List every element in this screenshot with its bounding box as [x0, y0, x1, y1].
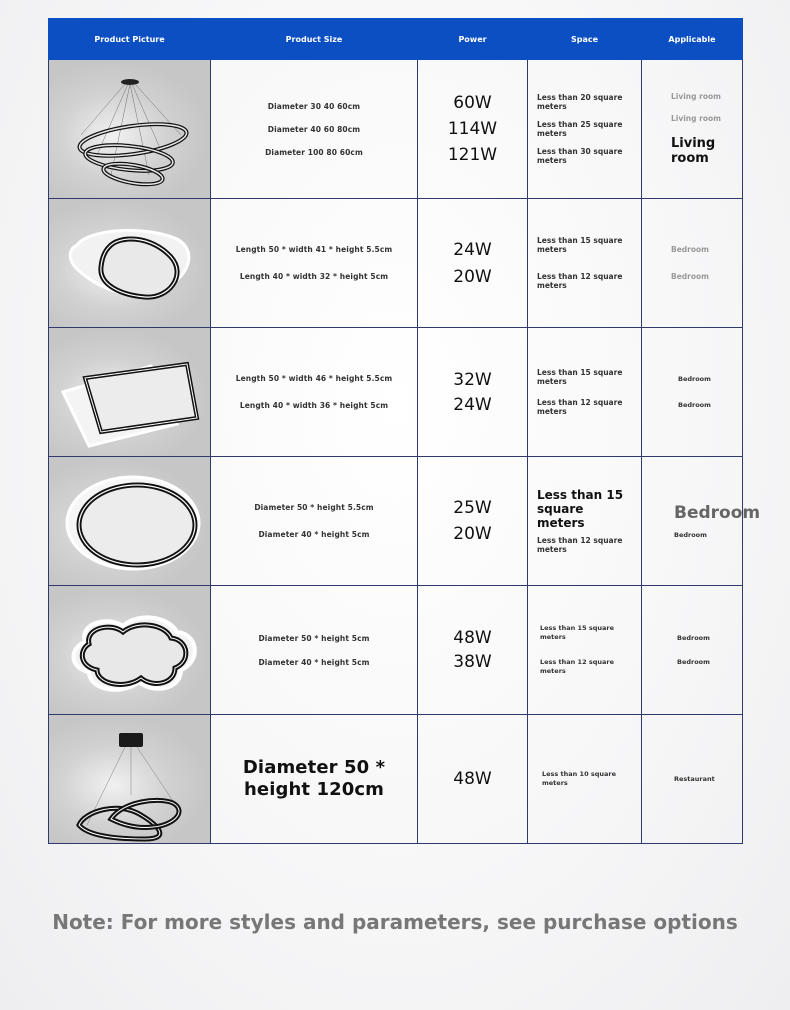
- power-value: 38W: [453, 652, 492, 672]
- space-value: Less than 15 square meters: [537, 488, 624, 530]
- applicable-value: Living room: [671, 92, 721, 101]
- product-image-twisted-pendant: [49, 715, 211, 844]
- space-value: Less than 12 square meters: [537, 272, 623, 290]
- table-row: [49, 586, 743, 715]
- space-value: Less than 25 square meters: [537, 120, 623, 138]
- space-value: Less than 15 square meters: [537, 236, 623, 254]
- header-power: Power: [418, 19, 528, 60]
- applicable-value: Restaurant: [674, 775, 715, 783]
- power-value: 48W: [453, 628, 492, 648]
- purchase-options-note: Note: For more styles and parameters, see purchase options: [52, 910, 738, 934]
- size-value: Diameter 40 * height 5cm: [258, 657, 370, 667]
- size-value: Diameter 50 * height 120cm: [242, 757, 386, 800]
- applicable-value: Bedroom: [677, 634, 710, 642]
- table-row: [49, 457, 743, 586]
- power-value: 32W: [453, 369, 492, 390]
- space-value: Less than 12 square meters: [540, 658, 615, 675]
- product-image-rounded-triangle-light: [49, 199, 211, 328]
- header-space: Space: [528, 19, 642, 60]
- power-value: 20W: [453, 524, 492, 544]
- power-value: 24W: [453, 394, 492, 415]
- table-row: [49, 199, 743, 328]
- table-row: [49, 328, 743, 457]
- header-applicable: Applicable: [642, 19, 743, 60]
- space-value: Less than 12 square meters: [537, 536, 623, 554]
- space-value: Less than 20 square meters: [537, 93, 623, 111]
- power-value: 60W: [453, 93, 492, 113]
- power-value: 24W: [453, 239, 492, 260]
- size-value: Diameter 100 80 60cm: [265, 147, 363, 157]
- applicable-value: Bedroom: [678, 401, 711, 409]
- size-value: Diameter 50 * height 5.5cm: [254, 503, 374, 512]
- applicable-value: Living room: [671, 114, 721, 123]
- product-spec-table: [48, 18, 761, 844]
- applicable-value: Bedroom: [671, 245, 709, 254]
- power-value: 20W: [453, 266, 492, 287]
- product-image-square-light: [49, 328, 211, 457]
- applicable-value: Living room: [671, 136, 716, 166]
- table-row: [49, 715, 743, 844]
- product-image-round-light: [49, 457, 211, 586]
- power-value: 48W: [453, 769, 492, 789]
- size-value: Length 50 * width 41 * height 5.5cm: [235, 245, 393, 254]
- applicable-value: Bedroom: [674, 503, 761, 523]
- space-value: Less than 10 square meters: [542, 770, 617, 787]
- size-value: Diameter 30 40 60cm: [267, 101, 361, 111]
- table-header-row: [49, 19, 743, 60]
- applicable-value: Bedroom: [671, 272, 709, 281]
- power-value: 25W: [453, 498, 492, 518]
- table-row: [49, 60, 743, 199]
- applicable-value: Bedroom: [674, 531, 707, 539]
- product-image-three-ring-pendant: [49, 60, 211, 199]
- space-value: Less than 15 square meters: [537, 368, 623, 386]
- size-value: Length 40 * width 32 * height 5cm: [239, 272, 389, 281]
- power-value: 121W: [447, 145, 498, 165]
- applicable-value: Bedroom: [678, 375, 711, 383]
- size-value: Length 40 * width 36 * height 5cm: [239, 401, 389, 410]
- space-value: Less than 30 square meters: [537, 147, 623, 165]
- product-image-cloud-light: [49, 586, 211, 715]
- size-value: Length 50 * width 46 * height 5.5cm: [235, 374, 393, 383]
- header-product-size: Product Size: [211, 19, 418, 60]
- applicable-value: Bedroom: [677, 658, 710, 666]
- size-value: Diameter 40 60 80cm: [267, 124, 361, 134]
- header-product-picture: Product Picture: [49, 19, 211, 60]
- power-value: 114W: [447, 119, 498, 139]
- space-value: Less than 12 square meters: [537, 398, 623, 416]
- space-value: Less than 15 square meters: [540, 624, 615, 641]
- size-value: Diameter 40 * height 5cm: [258, 530, 370, 539]
- size-value: Diameter 50 * height 5cm: [258, 633, 370, 643]
